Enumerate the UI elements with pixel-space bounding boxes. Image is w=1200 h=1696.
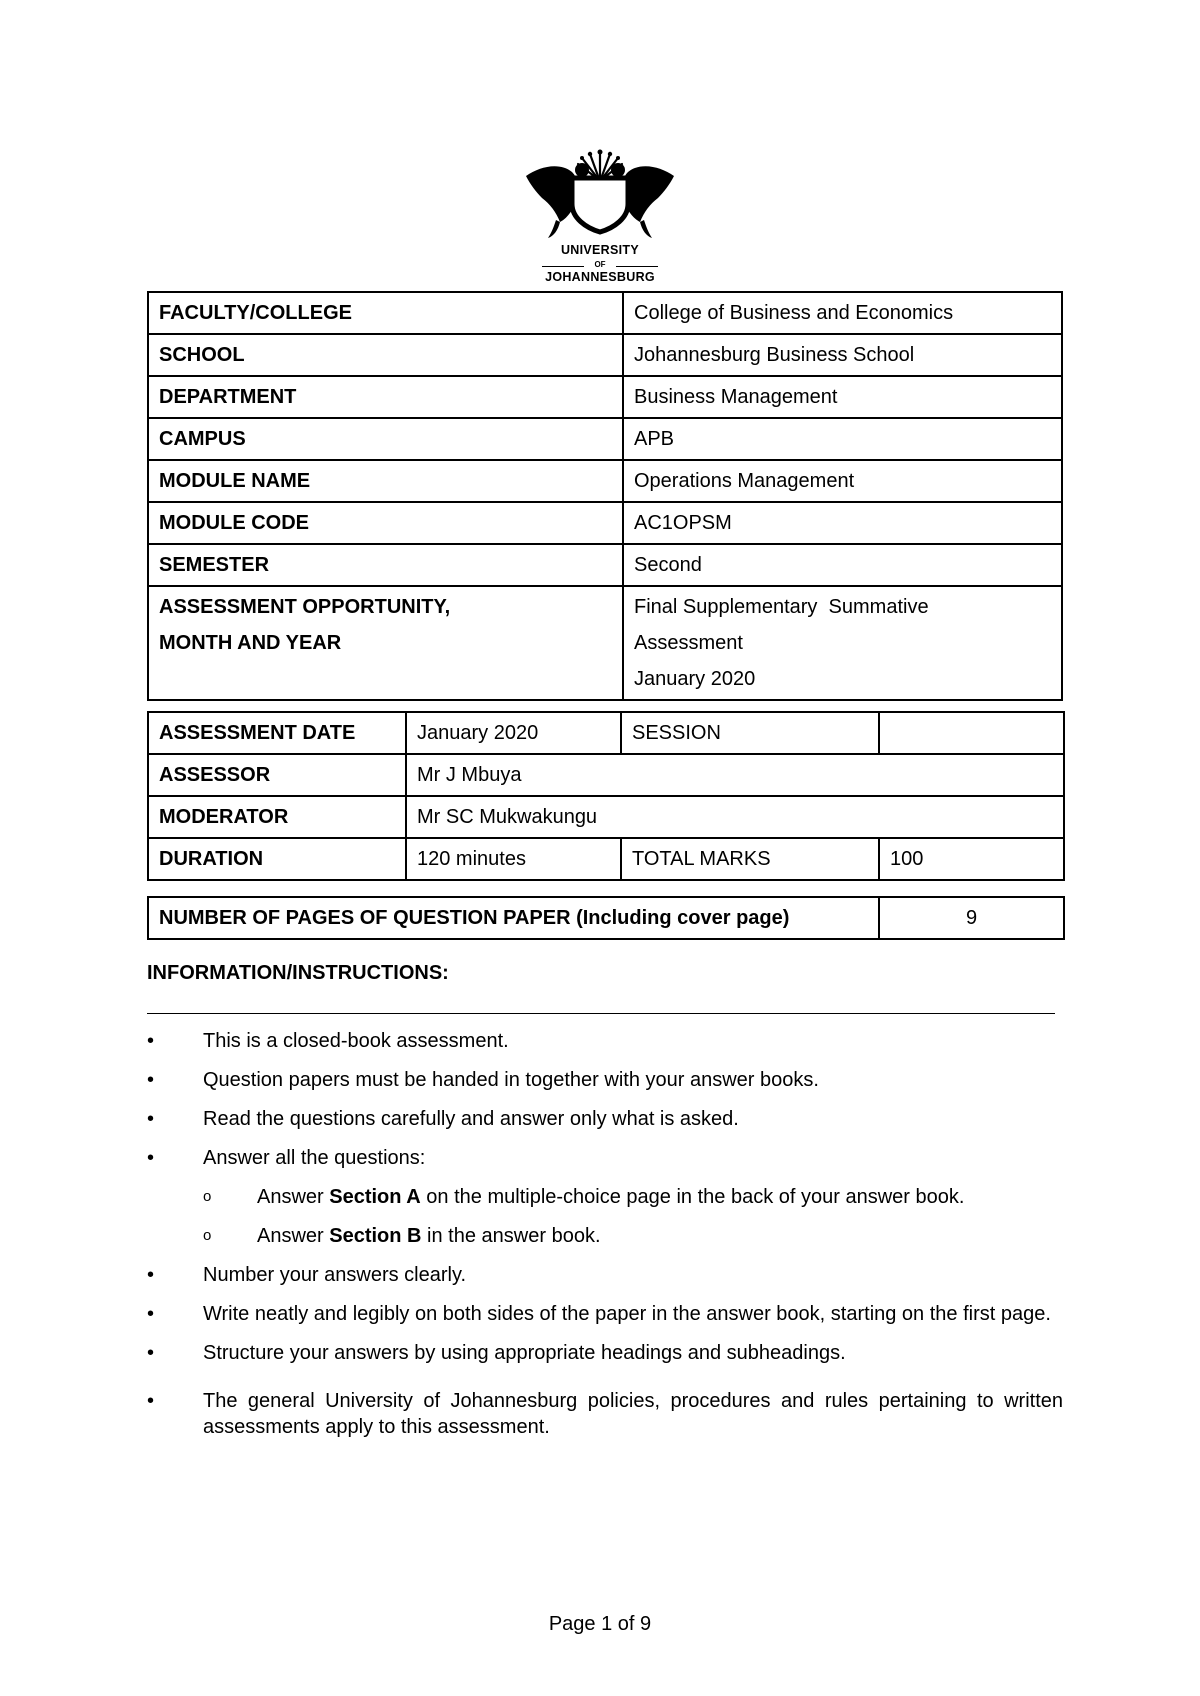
list-item	[147, 1184, 1063, 1210]
instructions-divider	[147, 1013, 1055, 1014]
instruction-text: Answer all the questions:	[203, 1147, 426, 1169]
session-label: SESSION	[621, 712, 879, 754]
list-item	[147, 1388, 1063, 1440]
bullet-icon: •	[147, 1342, 155, 1364]
bullet-icon: •	[147, 1108, 155, 1130]
list-item	[147, 1262, 1063, 1288]
table-row	[148, 460, 1062, 502]
table-row	[148, 586, 1062, 700]
assessment-opportunity-label-line2: MONTH AND YEAR	[159, 632, 342, 654]
university-logo	[520, 148, 680, 286]
campus-value: APB	[623, 418, 1062, 460]
logo-text-johannesburg: JOHANNESBURG	[545, 270, 655, 284]
assessment-opportunity-value-line2: Assessment	[634, 632, 743, 654]
instruction-text: Structure your answers by using appropriate headings and subheadings.	[203, 1342, 846, 1364]
moderator-value: Mr SC Mukwakungu	[406, 796, 1064, 838]
bullet-icon: •	[147, 1303, 155, 1325]
logo-text-university: UNIVERSITY	[560, 243, 639, 257]
faculty-value: College of Business and Economics	[623, 292, 1062, 334]
table-row	[148, 897, 1064, 939]
instruction-text: Question papers must be handed in together with your answer books.	[203, 1069, 819, 1091]
session-value	[879, 712, 1064, 754]
module-name-label: MODULE NAME	[148, 460, 623, 502]
section-b-label: Section B	[329, 1225, 422, 1247]
table-row	[148, 712, 1064, 754]
page-number: Page 1 of 9	[548, 1613, 652, 1635]
logo-text-of: OF	[594, 260, 606, 269]
instruction-text: Write neatly and legibly on both sides of the paper in the answer book, starting on the first page.	[203, 1303, 1051, 1325]
school-value: Johannesburg Business School	[623, 334, 1062, 376]
bullet-icon: •	[147, 1030, 155, 1052]
pages-table	[147, 896, 1065, 940]
list-item	[147, 1145, 1063, 1171]
table-row	[148, 418, 1062, 460]
table-row	[148, 838, 1064, 880]
bullet-icon: •	[147, 1390, 155, 1412]
bullet-icon: •	[147, 1069, 155, 1091]
table-row	[148, 796, 1064, 838]
pages-label: NUMBER OF PAGES OF QUESTION PAPER (Including cover page)	[148, 897, 879, 939]
total-marks-value: 100	[879, 838, 1064, 880]
table-row	[148, 292, 1062, 334]
list-item	[147, 1340, 1063, 1366]
table-row	[148, 544, 1062, 586]
bullet-icon: •	[147, 1264, 155, 1286]
assessment-opportunity-value-line3: January 2020	[634, 668, 756, 690]
instruction-text: Read the questions carefully and answer only what is asked.	[203, 1108, 739, 1130]
department-value: Business Management	[623, 376, 1062, 418]
assessor-label: ASSESSOR	[148, 754, 406, 796]
bullet-icon: •	[147, 1147, 155, 1169]
semester-value: Second	[623, 544, 1062, 586]
table-row	[148, 502, 1062, 544]
duration-label: DURATION	[148, 838, 406, 880]
crest-icon	[520, 148, 680, 240]
list-item	[147, 1301, 1063, 1327]
sub-bullet-icon: o	[203, 1188, 212, 1205]
pages-value: 9	[879, 897, 1064, 939]
instructions-heading: INFORMATION/INSTRUCTIONS:	[147, 962, 449, 984]
list-item	[147, 1028, 1063, 1054]
instruction-text: Answer	[257, 1186, 330, 1208]
assessment-opportunity-label-line1: ASSESSMENT OPPORTUNITY,	[159, 596, 451, 618]
moderator-label: MODERATOR	[148, 796, 406, 838]
campus-label: CAMPUS	[148, 418, 623, 460]
table-row	[148, 376, 1062, 418]
instruction-text: Answer	[257, 1225, 330, 1247]
module-code-value: AC1OPSM	[623, 502, 1062, 544]
assessment-details-table	[147, 711, 1065, 881]
list-item	[147, 1223, 1063, 1249]
cover-info-table	[147, 291, 1063, 701]
assessment-opportunity-label	[148, 586, 623, 700]
instructions-list	[147, 1028, 1063, 1440]
assessment-opportunity-value-line1: Final Supplementary Summative	[634, 596, 929, 618]
module-code-label: MODULE CODE	[148, 502, 623, 544]
assessment-opportunity-value	[623, 586, 1062, 700]
table-row	[148, 754, 1064, 796]
total-marks-label: TOTAL MARKS	[621, 838, 879, 880]
assessment-date-label: ASSESSMENT DATE	[148, 712, 406, 754]
instruction-text: on the multiple-choice page in the back of your answer book.	[420, 1186, 965, 1208]
instruction-text: in the answer book.	[421, 1225, 601, 1247]
instruction-text: This is a closed-book assessment.	[203, 1030, 509, 1052]
section-a-label: Section A	[329, 1186, 421, 1208]
department-label: DEPARTMENT	[148, 376, 623, 418]
semester-label: SEMESTER	[148, 544, 623, 586]
instruction-text: The general University of Johannesburg policies, procedures and rules pertaining to written assessments apply to this assessment.	[203, 1390, 1063, 1438]
school-label: SCHOOL	[148, 334, 623, 376]
instruction-text: Number your answers clearly.	[203, 1264, 467, 1286]
faculty-label: FACULTY/COLLEGE	[148, 292, 623, 334]
sub-bullet-icon: o	[203, 1227, 212, 1244]
list-item	[147, 1106, 1063, 1132]
assessor-value: Mr J Mbuya	[406, 754, 1064, 796]
list-item	[147, 1067, 1063, 1093]
duration-value: 120 minutes	[406, 838, 621, 880]
assessment-date-value: January 2020	[406, 712, 621, 754]
module-name-value: Operations Management	[623, 460, 1062, 502]
table-row	[148, 334, 1062, 376]
